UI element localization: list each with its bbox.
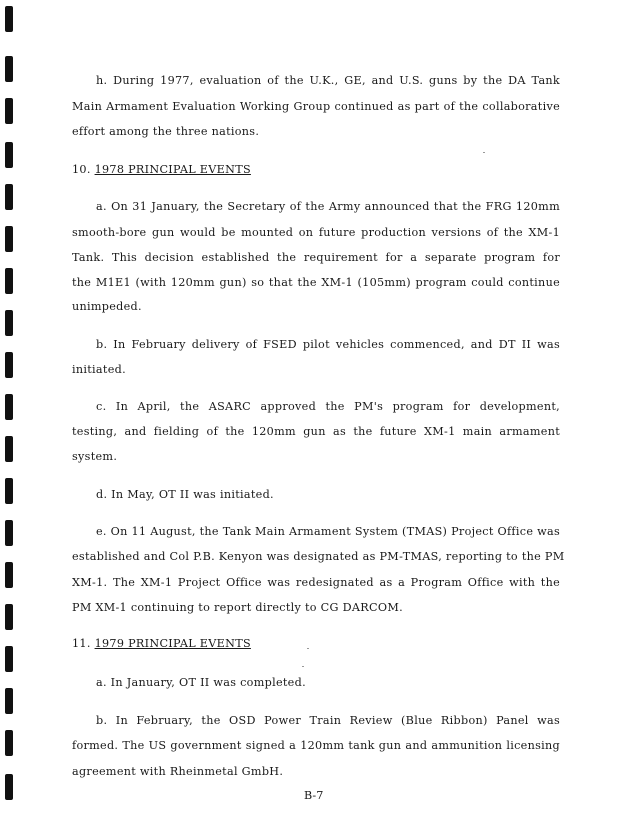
scan-speck (483, 152, 485, 153)
paragraph-b-1979-line: agreement with Rheinmetal GmbH. (72, 765, 284, 778)
punch-hole (5, 56, 13, 82)
paragraph-c-1978-line: system. (72, 450, 118, 463)
paragraph-e-1978-line: XM-1. The XM-1 Project Office was redesignated as a Program Office with the (72, 576, 560, 589)
punch-hole (5, 730, 13, 756)
paragraph-e-1978-line: established and Col P.B. Kenyon was designated as PM-TMAS, reporting to the PM (72, 550, 565, 563)
punch-hole (5, 310, 13, 336)
punch-hole (5, 478, 13, 504)
paragraph-b-1978-line: b. In February delivery of FSED pilot vehicles commenced, and DT II was (96, 338, 560, 351)
punch-hole (5, 352, 13, 378)
punch-hole (5, 520, 13, 546)
punch-hole (5, 688, 13, 714)
paragraph-h-line: effort among the three nations. (72, 125, 260, 138)
punch-hole (5, 394, 13, 420)
paragraph-e-1978-line: e. On 11 August, the Tank Main Armament System (TMAS) Project Office was (96, 525, 560, 538)
punch-hole (5, 268, 13, 294)
paragraph-h-line: h. During 1977, evaluation of the U.K., GE, and U.S. guns by the DA Tank (96, 74, 560, 87)
paragraph-a-1978-line: Tank. This decision established the requirement for a separate program for (72, 251, 560, 264)
paragraph-a-1978-line: smooth-bore gun would be mounted on future production versions of the XM-1 (72, 226, 560, 239)
punch-hole (5, 142, 13, 168)
punch-hole (5, 562, 13, 588)
section-heading-1978: 10. 1978 PRINCIPAL EVENTS (72, 163, 251, 176)
punch-hole (5, 184, 13, 210)
paragraph-c-1978-line: c. In April, the ASARC approved the PM's program for development, (96, 400, 560, 413)
punch-hole (5, 774, 13, 800)
paragraph-b-1979-line: formed. The US government signed a 120mm tank gun and ammunition licensing (72, 739, 560, 752)
punch-hole (5, 98, 13, 124)
paragraph-a-1978-line: unimpeded. (72, 300, 142, 313)
paragraph-h-line: Main Armament Evaluation Working Group continued as part of the collaborative (72, 100, 560, 113)
paragraph-b-1979-line: b. In February, the OSD Power Train Review (Blue Ribbon) Panel was (96, 714, 560, 727)
page-number: B-7 (304, 789, 324, 802)
punch-hole (5, 6, 13, 32)
section-heading-1979: 11. 1979 PRINCIPAL EVENTS (72, 637, 251, 650)
scan-speck (307, 648, 309, 649)
paragraph-b-1978-line: initiated. (72, 363, 126, 376)
punch-hole (5, 646, 13, 672)
paragraph-a-1978-line: the M1E1 (with 120mm gun) so that the XM-1 (105mm) program could continue (72, 276, 560, 289)
paragraph-a-1978-line: a. On 31 January, the Secretary of the Army announced that the FRG 120mm (96, 200, 560, 213)
paragraph-e-1978-line: PM XM-1 continuing to report directly to CG DARCOM. (72, 601, 403, 614)
punch-hole (5, 436, 13, 462)
paragraph-a-1979: a. In January, OT II was completed. (96, 676, 306, 689)
punch-hole (5, 604, 13, 630)
scan-speck (302, 666, 304, 667)
paragraph-d-1978: d. In May, OT II was initiated. (96, 488, 274, 501)
paragraph-c-1978-line: testing, and fielding of the 120mm gun as the future XM-1 main armament (72, 425, 560, 438)
punch-hole (5, 226, 13, 252)
